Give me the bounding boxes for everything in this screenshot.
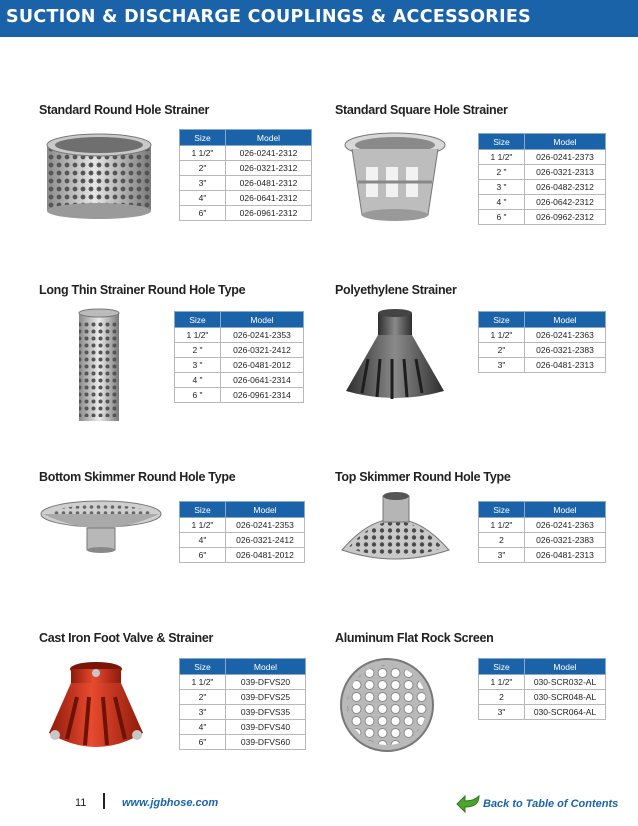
table-row: 3" 026-0481-2312 <box>180 176 312 191</box>
model-header: Model <box>525 659 606 675</box>
table-row: 6 " 026-0961-2314 <box>175 388 304 403</box>
table-row: 3 " 026-0482-2312 <box>479 180 606 195</box>
product-aluminum-flat-rock-screen <box>335 631 605 761</box>
model-header: Model <box>525 502 606 518</box>
square-hole-strainer-image <box>340 127 450 227</box>
table-row: 3" 026-0481-2313 <box>479 548 606 563</box>
footer-divider <box>103 793 105 809</box>
page-number: 11 <box>75 797 87 809</box>
size-header: Size <box>479 312 525 328</box>
table-row: 1 1/2" 026-0241-2353 <box>175 328 304 343</box>
table-row: 6 " 026-0962-2312 <box>479 210 606 225</box>
bottom-skimmer-image <box>39 498 164 558</box>
table-row: 2" 026-0321-2383 <box>479 343 606 358</box>
product-top-skimmer <box>335 470 605 580</box>
table-row: 1 1/2" 026-0241-2353 <box>180 518 305 533</box>
size-header: Size <box>180 502 226 518</box>
model-header: Model <box>525 134 606 150</box>
product-standard-square-hole-strainer <box>335 103 605 228</box>
table-row: 2" 026-0321-2312 <box>180 161 312 176</box>
table-row: 3" 026-0481-2313 <box>479 358 606 373</box>
product-bottom-skimmer <box>39 470 314 570</box>
table-row: 1 1/2" 026-0241-2363 <box>479 518 606 533</box>
model-header: Model <box>226 502 305 518</box>
table-row: 1 1/2" 026-0241-2373 <box>479 150 606 165</box>
size-header: Size <box>479 502 525 518</box>
spec-table <box>179 658 306 750</box>
back-arrow-icon[interactable] <box>455 793 481 815</box>
table-row: 2" 039-DFVS25 <box>180 690 306 705</box>
table-row: 1 1/2" 026-0241-2312 <box>180 146 312 161</box>
round-hole-strainer-image <box>39 129 159 224</box>
product-long-thin-strainer <box>39 283 314 408</box>
product-cast-iron-foot-valve <box>39 631 314 771</box>
table-row: 1 1/2" 039-DFVS20 <box>180 675 306 690</box>
table-row: 4" 026-0641-2312 <box>180 191 312 206</box>
product-standard-round-hole-strainer <box>39 103 314 228</box>
table-row: 3" 039-DFVS35 <box>180 705 306 720</box>
product-title: Cast Iron Foot Valve & Strainer <box>39 631 214 645</box>
table-row: 3 " 026-0481-2012 <box>175 358 304 373</box>
top-skimmer-image <box>338 492 453 577</box>
product-polyethylene-strainer <box>335 283 605 408</box>
model-header: Model <box>221 312 304 328</box>
product-title: Top Skimmer Round Hole Type <box>335 470 511 484</box>
table-row: 6" 039-DFVS60 <box>180 735 306 750</box>
table-row: 4 " 026-0642-2312 <box>479 195 606 210</box>
spec-table <box>174 311 304 403</box>
table-row: 3" 030-SCR064-AL <box>479 705 606 720</box>
page-header-bar <box>0 0 638 37</box>
polyethylene-strainer-image <box>340 309 450 409</box>
table-row: 2 " 026-0321-2313 <box>479 165 606 180</box>
product-title: Polyethylene Strainer <box>335 283 457 297</box>
long-thin-strainer-image <box>69 307 129 427</box>
table-row: 4" 026-0321-2412 <box>180 533 305 548</box>
back-to-toc-link[interactable]: Back to Table of Contents <box>483 798 619 810</box>
spec-table <box>478 311 606 373</box>
product-title: Aluminum Flat Rock Screen <box>335 631 494 645</box>
spec-table <box>179 501 305 563</box>
foot-valve-image <box>41 655 151 765</box>
rock-screen-image <box>337 655 437 755</box>
table-row: 2 030-SCR048-AL <box>479 690 606 705</box>
table-row: 6" 026-0961-2312 <box>180 206 312 221</box>
size-header: Size <box>180 659 226 675</box>
model-header: Model <box>226 659 306 675</box>
table-row: 4" 039-DFVS40 <box>180 720 306 735</box>
table-row: 2 " 026-0321-2412 <box>175 343 304 358</box>
model-header: Model <box>226 130 312 146</box>
product-title: Long Thin Strainer Round Hole Type <box>39 283 246 297</box>
table-row: 1 1/2" 030-SCR032-AL <box>479 675 606 690</box>
product-title: Bottom Skimmer Round Hole Type <box>39 470 236 484</box>
spec-table <box>478 133 606 225</box>
page-title: SUCTION & DISCHARGE COUPLINGS & ACCESSORIES <box>6 7 532 27</box>
size-header: Size <box>175 312 221 328</box>
table-row: 6" 026-0481-2012 <box>180 548 305 563</box>
model-header: Model <box>525 312 606 328</box>
spec-table <box>478 658 606 720</box>
table-row: 2 026-0321-2383 <box>479 533 606 548</box>
size-header: Size <box>479 134 525 150</box>
table-row: 4 " 026-0641-2314 <box>175 373 304 388</box>
size-header: Size <box>479 659 525 675</box>
spec-table <box>179 129 312 221</box>
product-title: Standard Round Hole Strainer <box>39 103 210 117</box>
website-link[interactable]: www.jgbhose.com <box>122 797 219 809</box>
table-row: 1 1/2" 026-0241-2363 <box>479 328 606 343</box>
product-title: Standard Square Hole Strainer <box>335 103 508 117</box>
size-header: Size <box>180 130 226 146</box>
spec-table <box>478 501 606 563</box>
